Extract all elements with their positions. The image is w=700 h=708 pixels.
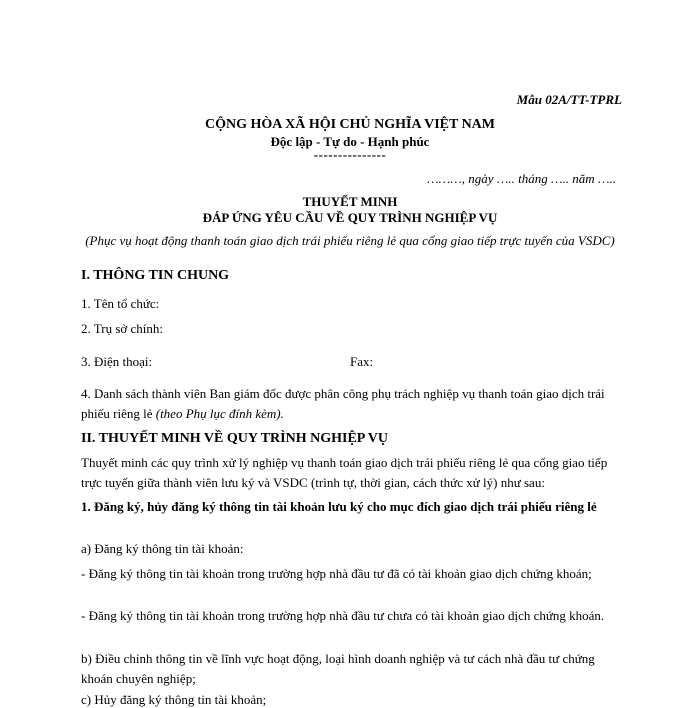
org-name-field: 1. Tên tổ chức: — [81, 296, 160, 311]
national-title: CỘNG HÒA XÃ HỘI CHỦ NGHĨA VIỆT NAM — [204, 117, 495, 132]
separator: --------------- — [313, 147, 387, 162]
item-b: b) Điều chỉnh thông tin về lĩnh vực hoạt động, loại hình doanh nghiệp và tư cách nhà đầu tư chứng khoán chuyên nghiệp; — [81, 651, 595, 686]
board-list-note: (theo Phụ lục đính kèm). — [155, 406, 284, 421]
motto: Độc lập - Tự do - Hạnh phúc — [270, 134, 430, 149]
item-a-bullet2: - Đăng ký thông tin tài khoản trong trường hợp nhà đầu tư chưa có tài khoản giao dịch chứng khoán. — [81, 608, 605, 623]
board-list-item — [81, 384, 621, 424]
board-list-text: 4. Danh sách thành viên Ban giám đốc được phân công phụ trách nghiệp vụ thanh toán giao dịch trái phiếu riêng lẻ — [81, 386, 605, 421]
section2-heading: II. THUYẾT MINH VỀ QUY TRÌNH NGHIỆP VỤ — [81, 431, 389, 446]
phone-field: 3. Điện thoại: — [81, 354, 153, 369]
document-subtitle-heading: ĐÁP ỨNG YÊU CẦU VỀ QUY TRÌNH NGHIỆP VỤ — [202, 210, 498, 225]
document-title: THUYẾT MINH — [302, 194, 398, 209]
section2-intro: Thuyết minh các quy trình xử lý nghiệp vụ thanh toán giao dịch trái phiếu riêng lẻ qua cổng giao tiếp trực tuyến giữa thành viên lưu ký và VSDC (trình tự, thời gian, cách thức xử lý) như sau: — [81, 455, 608, 490]
subsection1-heading: 1. Đăng ký, hủy đăng ký thông tin tài khoản lưu ký cho mục đích giao dịch trái phiếu riêng lẻ — [81, 499, 597, 514]
form-code: Mẫu 02A/TT-TPRL — [516, 92, 622, 107]
document-purpose: (Phục vụ hoạt động thanh toán giao dịch trái phiếu riêng lẻ qua cổng giao tiếp trực tuyến của VSDC) — [85, 233, 615, 248]
item-a: a) Đăng ký thông tin tài khoản: — [81, 541, 244, 556]
fax-field: Fax: — [350, 354, 374, 369]
section1-heading: I. THÔNG TIN CHUNG — [81, 268, 230, 283]
item-a-bullet1: - Đăng ký thông tin tài khoản trong trường hợp nhà đầu tư đã có tài khoản giao dịch chứng khoán; — [81, 566, 592, 581]
head-office-field: 2. Trụ sở chính: — [81, 321, 164, 336]
date-line: ………, ngày ….. tháng ….. năm ….. — [427, 171, 616, 186]
item-c: c) Hủy đăng ký thông tin tài khoản; — [81, 692, 267, 707]
